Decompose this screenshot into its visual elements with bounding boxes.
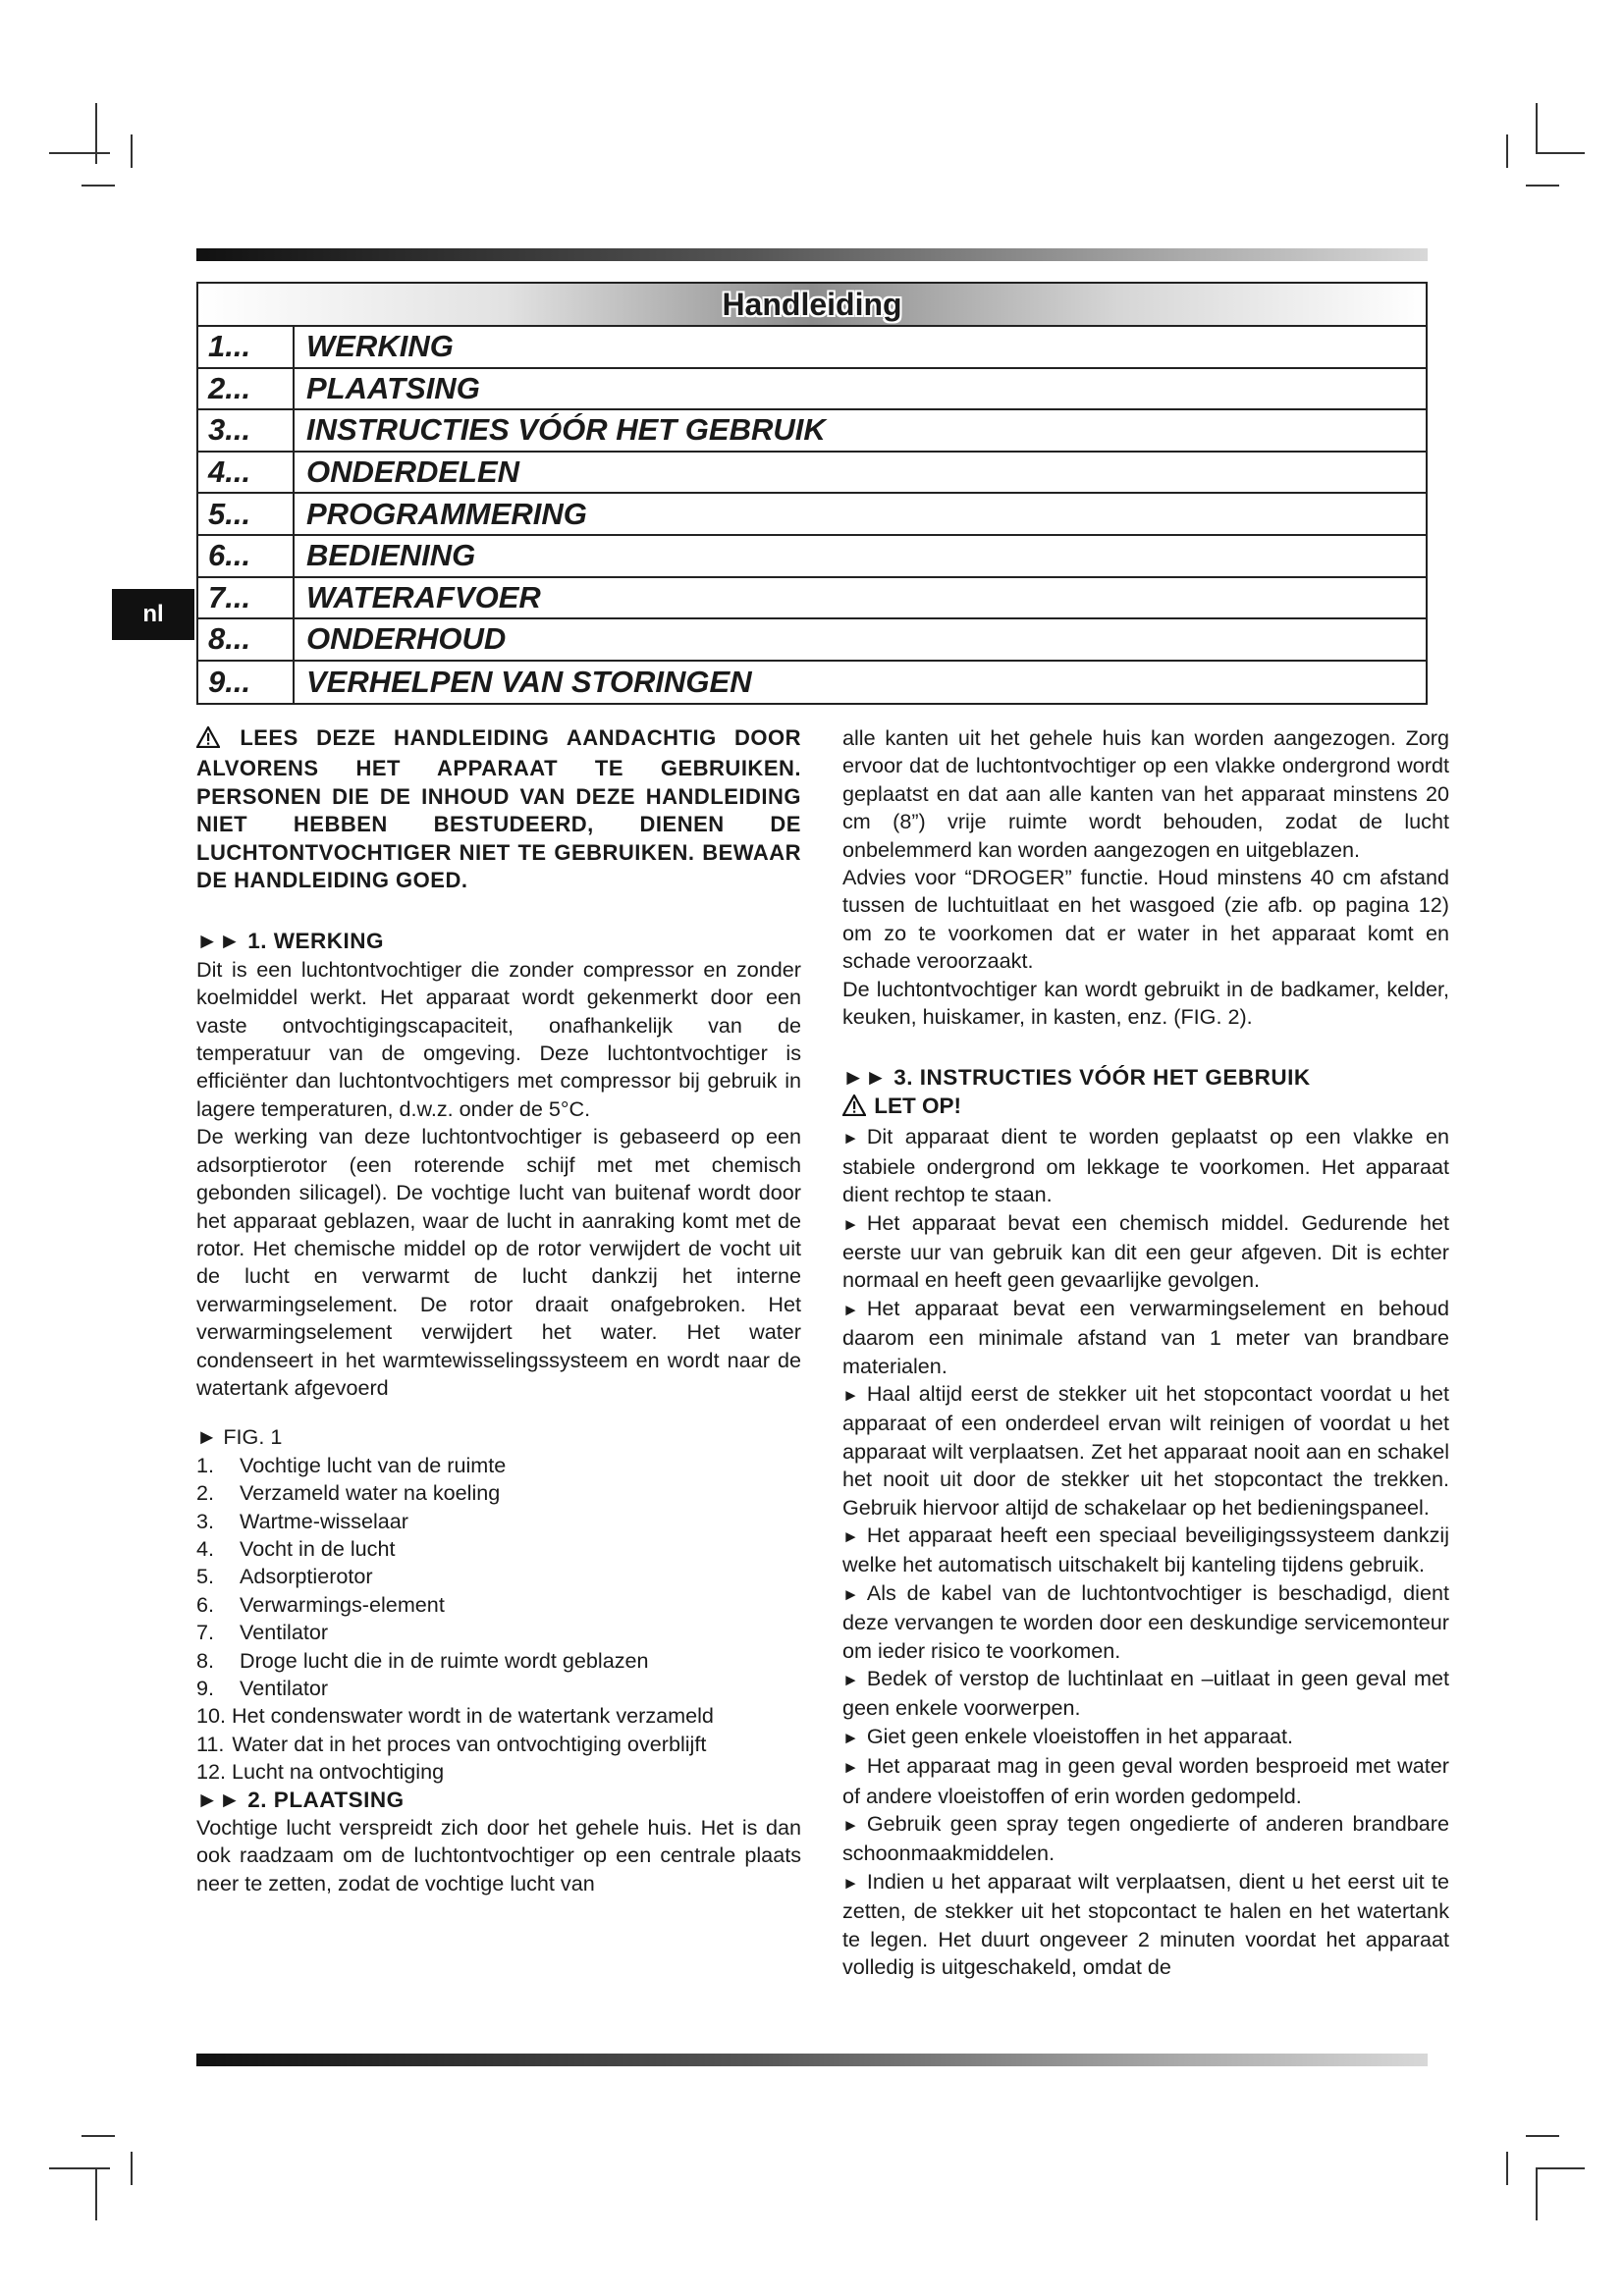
right-column — [842, 724, 1449, 1981]
toc-number: 9... — [198, 662, 295, 704]
crop-mark — [95, 2167, 97, 2220]
list-item: ► Haal altijd eerst de stekker uit het stopcontact voordat u het apparaat of een onderdeel ervan wilt reinigen of voordat u het apparaat wilt verplaatsen. Zet het apparaat nooit aan en schakel het nooit uit door de stekker uit het stopcontact the trekken. Gebruik hiervoor altijd de schakelaar op het bedieningspaneel. — [842, 1380, 1449, 1520]
table-of-contents — [196, 282, 1428, 705]
crop-mark — [1536, 2167, 1585, 2169]
list-item: ► Als de kabel van de luchtontvochtiger is beschadigd, dient deze vervangen te worden door een deskundige servicemonteur om ieder risico te voorkomen. — [842, 1579, 1449, 1663]
toc-row — [198, 453, 1426, 495]
toc-number: 5... — [198, 494, 295, 534]
toc-row — [198, 327, 1426, 369]
arrow-bullet-icon: ► — [842, 1873, 859, 1893]
toc-label: PLAATSING — [306, 370, 480, 405]
warning-icon — [842, 1095, 868, 1123]
list-item: ► Het apparaat heeft een speciaal beveiligingssysteem dankzij welke het automatisch uitschakelt bij kanteling tijdens gebruik. — [842, 1522, 1449, 1577]
arrow-bullet-icon: ► — [842, 1671, 859, 1689]
list-item: ► Gebruik geen spray tegen ongedierte of anderen brandbare schoonmaakmiddelen. — [842, 1811, 1449, 1866]
list-item: ► Bedek of verstop de luchtinlaat en –uitlaat in geen geval met geen enkele voorwerpen. — [842, 1666, 1449, 1721]
list-item: 3. Wartme-wisselaar — [196, 1508, 408, 1533]
toc-number: 6... — [198, 536, 295, 576]
crop-mark — [1536, 103, 1538, 154]
section-heading-plaatsing: ►► 2. PLAATSING — [196, 1787, 405, 1812]
toc-number: 7... — [198, 578, 295, 618]
list-item: 12. Lucht na ontvochtiging — [196, 1759, 445, 1785]
toc-label: WERKING — [306, 329, 454, 364]
warning-icon — [196, 726, 222, 755]
list-item: 9. Ventilator — [196, 1676, 329, 1700]
toc-row — [198, 619, 1426, 662]
header-rule — [196, 248, 1428, 261]
language-tab: nl — [112, 589, 194, 640]
toc-label: BEDIENING — [306, 538, 476, 573]
toc-label: WATERAFVOER — [306, 579, 541, 614]
toc-row — [198, 369, 1426, 411]
crop-mark — [81, 2135, 115, 2137]
toc-row — [198, 536, 1426, 578]
crop-mark — [49, 152, 110, 154]
arrow-bullet-icon: ► — [842, 1300, 859, 1319]
paragraph: De luchtontvochtiger kan wordt gebruikt in de badkamer, kelder, keuken, huiskamer, in kasten, enz. (FIG. 2). — [842, 976, 1449, 1030]
toc-row — [198, 662, 1426, 704]
crop-mark — [95, 103, 97, 164]
list-item: 4. Vocht in de lucht — [196, 1535, 396, 1561]
instruction-list — [842, 1123, 1449, 1981]
crop-mark — [1536, 2167, 1538, 2220]
paragraph: De werking van deze luchtontvochtiger is gebaseerd op een adsorptierotor (een roterende schijf met met chemisch gebonden silicagel). De vochtige lucht van buitenaf wordt door het apparaat geblazen, waar de lucht in aanraking komt met de rotor. Het chemische middel op de rotor verwijdert de vocht uit de lucht en verwarmt de lucht dankzij het interne verwarmingselement. De rotor draait onafgebroken. Het verwarmingselement verwijdert het water. Het water condenseert in het warmtewisselingssysteem en wordt naar de watertank afgevoerd — [196, 1124, 801, 1400]
toc-label: ONDERDELEN — [306, 454, 520, 490]
footer-rule — [196, 2054, 1428, 2066]
toc-row — [198, 494, 1426, 536]
section-heading-werking: ►► 1. WERKING — [196, 929, 385, 954]
toc-row — [198, 410, 1426, 453]
paragraph: Vochtige lucht verspreidt zich door het gehele huis. Het is dan ook raadzaam om de luchtontvochtiger op een centrale plaats neer te zetten, zodat de vochtige lucht van — [196, 1815, 801, 1896]
toc-header — [198, 284, 1426, 327]
crop-mark — [131, 134, 133, 168]
toc-number: 3... — [198, 410, 295, 451]
list-item: 5. Adsorptierotor — [196, 1564, 373, 1589]
paragraph: alle kanten uit het gehele huis kan worden aangezogen. Zorg ervoor dat de luchtontvochtiger op een vlakke ondergrond wordt geplaatst en dat aan alle kanten van het apparaat minstens 20 cm (8”) vrije ruimte wordt behouden, zodat de lucht onbelemmerd kan worden aangezogen en uitgeblazen. — [842, 725, 1449, 862]
paragraph: Dit is een luchtontvochtiger die zonder compressor en zonder koelmiddel werkt. Het apparaat wordt gekenmerkt door een vaste ontvochtigingscapaciteit, onafhankelijk van de temperatuur van de omgeving. Deze luchtontvochtiger is efficiënter dan luchtontvochtigers met compressor bij gebruik in lagere temperaturen, d.w.z. onder de 5°C. — [196, 956, 801, 1121]
crop-mark — [1506, 134, 1508, 168]
warning-text: LEES DEZE HANDLEIDING AANDACHTIG DOOR ALVORENS HET APPARAAT TE GEBRUIKEN. PERSONEN DIE DE INHOUD VAN DEZE HANDLEIDING NIET HEBBEN BESTUDEERD, DIENEN DE LUCHTONTVOCHTIGER NIET TE GEBRUIKEN. BEWAAR DE HANDLEIDING GOED. — [196, 725, 801, 893]
arrow-bullet-icon: ► — [842, 1584, 859, 1604]
crop-mark — [1536, 152, 1585, 154]
paragraph: Advies voor “DROGER” functie. Houd minstens 40 cm afstand tussen de luchtuitlaat en het wasgoed (zie afb. op pagina 12) om zo te voorkomen dat er water in het apparaat komt en schade veroorzaakt. — [842, 865, 1449, 974]
crop-mark — [131, 2152, 133, 2185]
arrow-bullet-icon: ► — [842, 1758, 859, 1778]
list-item: 1. Vochtige lucht van de ruimte — [196, 1452, 507, 1477]
list-item: ► Giet geen enkele vloeistoffen in het apparaat. — [842, 1723, 1294, 1748]
arrow-bullet-icon: ► — [842, 1816, 859, 1836]
section-heading-instructies: ►► 3. INSTRUCTIES VÓÓR HET GEBRUIK — [842, 1065, 1311, 1091]
arrow-bullet-icon: ► — [842, 1385, 859, 1405]
crop-mark — [1526, 185, 1559, 187]
list-item: 11. Water dat in het proces van ontvochtiging overblijft — [196, 1731, 707, 1756]
arrow-bullet-icon: ► — [842, 1129, 859, 1148]
list-item: ► Het apparaat bevat een verwarmingselement en behoud daarom een minimale afstand van 1 meter van brandbare materialen. — [842, 1295, 1449, 1378]
list-item: 8. Droge lucht die in de ruimte wordt geblazen — [196, 1647, 649, 1673]
caution-heading: LET OP! — [842, 1093, 1449, 1123]
left-column — [196, 724, 801, 1897]
toc-title: Handleiding — [722, 286, 902, 322]
list-item: ► Dit apparaat dient te worden geplaatst op een vlakke en stabiele ondergrond om lekkage te voorkomen. Het apparaat dient rechtop te staan. — [842, 1124, 1449, 1207]
arrow-bullet-icon: ► — [842, 1214, 859, 1234]
toc-number: 8... — [198, 619, 295, 660]
figure-label: ► FIG. 1 — [196, 1424, 283, 1450]
warning-notice — [196, 724, 801, 894]
list-item: 7. Ventilator — [196, 1620, 329, 1645]
toc-number: 1... — [198, 327, 295, 367]
list-item: ► Het apparaat bevat een chemisch middel. Gedurende het eerste uur van gebruik kan dit een geur afgeven. Dit is echter normaal en heeft geen gevaarlijke gevolgen. — [842, 1209, 1449, 1293]
list-item: ► Het apparaat mag in geen geval worden besproeid met water of andere vloeistoffen of erin worden gedompeld. — [842, 1753, 1449, 1808]
list-item: 10. Het condenswater wordt in de watertank verzameld — [196, 1703, 714, 1729]
toc-row — [198, 578, 1426, 620]
list-item: ► Indien u het apparaat wilt verplaatsen, dient u het eerst uit te zetten, de stekker uit het stopcontact te halen en het watertank te legen. Het duurt ongeveer 2 minuten voordat het apparaat volledig is uitgeschakeld, omdat de — [842, 1868, 1449, 1980]
toc-number: 4... — [198, 453, 295, 493]
arrow-bullet-icon: ► — [842, 1526, 859, 1546]
toc-label: PROGRAMMERING — [306, 496, 587, 531]
toc-label: VERHELPEN VAN STORINGEN — [306, 665, 752, 700]
crop-mark — [81, 185, 115, 187]
arrow-bullet-icon: ► — [842, 1728, 859, 1747]
toc-number: 2... — [198, 369, 295, 409]
toc-label: INSTRUCTIES VÓÓR HET GEBRUIK — [306, 412, 826, 448]
list-item: 2. Verzameld water na koeling — [196, 1480, 501, 1506]
figure-legend — [196, 1452, 801, 1787]
toc-label: ONDERHOUD — [306, 621, 507, 657]
crop-mark — [1506, 2152, 1508, 2185]
list-item: 6. Verwarmings-element — [196, 1591, 445, 1617]
crop-mark — [49, 2167, 110, 2169]
crop-mark — [1526, 2135, 1559, 2137]
